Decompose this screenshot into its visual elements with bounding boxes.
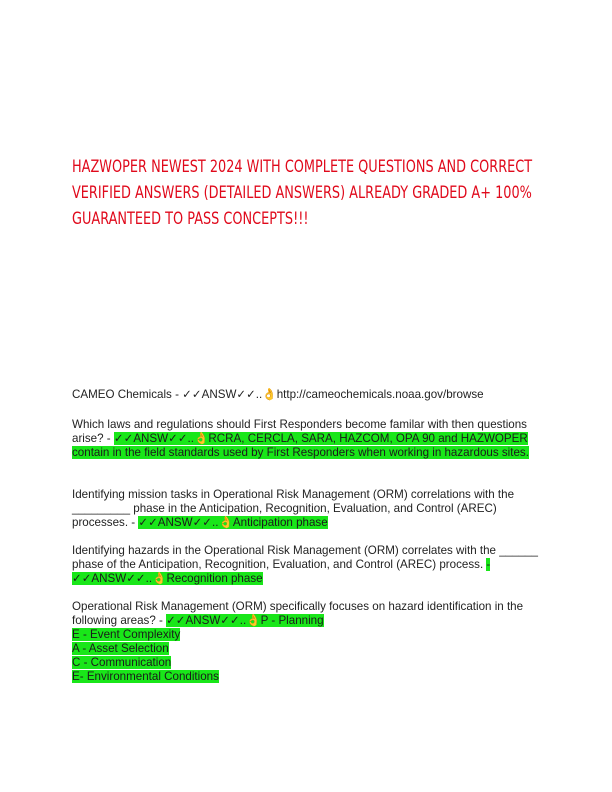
question-text: Identifying mission tasks in Operational Risk Management (ORM) correlations with the _________ phase in the Anticipation, Recognition, Evaluation, and Control (AREC) processes. - bbox=[72, 488, 515, 529]
answer-text: RCRA, CERCLA, SARA, HAZCOM, OPA 90 and HAZWOPER contain in the field standards used by First Responders when working in hazardous sites. bbox=[72, 432, 529, 459]
answer-text: http://cameochemicals.noaa.gov/browse bbox=[276, 388, 484, 401]
qa-item bbox=[72, 418, 542, 460]
answer-prefix: ✓✓ANSW✓✓..👌 bbox=[166, 614, 261, 627]
answer-line: C - Communication bbox=[72, 656, 172, 669]
question-text: CAMEO Chemicals - bbox=[72, 388, 183, 401]
answer-line: A - Asset Selection bbox=[72, 642, 169, 655]
qa-list bbox=[72, 388, 542, 684]
answer-line: E- Environmental Conditions bbox=[72, 670, 219, 683]
question-text: Which laws and regulations should First Responders become familar with then questions arise? - bbox=[72, 418, 527, 445]
answer-text: P - Planning bbox=[260, 614, 324, 627]
document-title: HAZWOPER NEWEST 2024 WITH COMPLETE QUESTIONS AND CORRECT VERIFIED ANSWERS (DETAILED ANSWERS) ALREADY GRADED A+ 100% GUARANTEED TO PASS CONCEPTS!!! bbox=[72, 157, 533, 228]
qa-item bbox=[72, 488, 542, 530]
answer-text: Anticipation phase bbox=[232, 516, 328, 529]
answer-prefix: ✓✓ANSW✓✓..👌 bbox=[113, 432, 209, 445]
question-text: Identifying hazards in the Operational Risk Management (ORM) correlates with the ______ phase of the Anticipation, Recognition, Evaluation, and Control (AREC) process. bbox=[72, 544, 538, 571]
answer-prefix: ✓✓ANSW✓✓..👌 bbox=[138, 516, 233, 529]
answer-line: E - Event Complexity bbox=[72, 628, 181, 641]
qa-item bbox=[72, 388, 542, 402]
question-text: Operational Risk Management (ORM) specifically focuses on hazard identification in the following areas? - bbox=[72, 600, 524, 627]
answer-text: Recognition phase bbox=[166, 572, 263, 585]
answer-prefix: ✓✓ANSW✓✓..👌 bbox=[182, 388, 277, 401]
answer-prefix: ✓✓ANSW✓✓..👌 bbox=[72, 572, 167, 585]
qa-item bbox=[72, 600, 542, 684]
qa-item: Identifying hazards in the Operational Risk Management (ORM) correlates with the ______ phase of the Anticipation, Recognition, Evaluation, and Control (AREC) process. - ✓✓ANSW✓✓..👌Recognition phase bbox=[72, 544, 538, 585]
